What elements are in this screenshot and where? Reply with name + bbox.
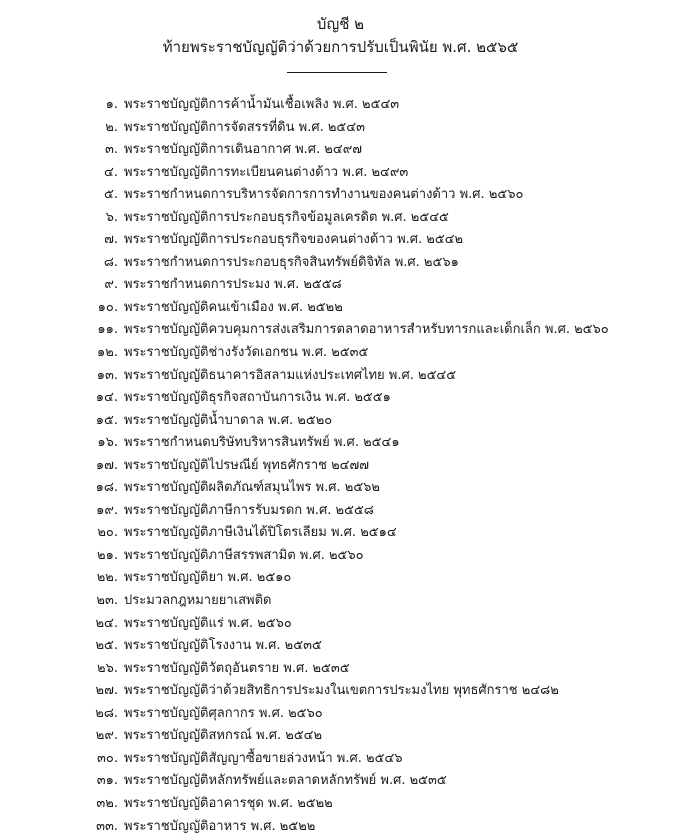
list-item: [0, 365, 681, 388]
list-item-title: พระราชบัญญัติการค้าน้ำมันเชื้อเพลิง พ.ศ. ๒๕๔๓: [124, 94, 399, 117]
list-item: [0, 522, 681, 545]
list-item-number: ๑๔.: [96, 387, 118, 410]
list-item-title: พระราชบัญญัติสหกรณ์ พ.ศ. ๒๕๔๒: [124, 725, 322, 748]
list-item: [0, 410, 681, 433]
list-item-number: ๒๓.: [96, 590, 118, 613]
list-item-title: พระราชบัญญัติภาษีการรับมรดก พ.ศ. ๒๕๕๘: [124, 500, 374, 523]
list-item-title: ประมวลกฎหมายยาเสพติด: [124, 590, 271, 613]
page-title: บัญชี ๒: [0, 14, 681, 34]
list-item-number: ๒๔.: [95, 613, 118, 636]
list-item-title: พระราชบัญญัติยา พ.ศ. ๒๕๑๐: [124, 567, 291, 590]
list-item-title: พระราชบัญญัติคนเข้าเมือง พ.ศ. ๒๕๒๒: [124, 297, 343, 320]
list-item-number: ๒๒.: [97, 567, 118, 590]
list-item: [0, 635, 681, 658]
list-item-number: ๖.: [106, 207, 118, 230]
list-item-number: ๒๘.: [95, 703, 118, 726]
list-item-title: พระราชบัญญัติโรงงาน พ.ศ. ๒๕๓๕: [124, 635, 322, 658]
list-item: [0, 770, 681, 793]
list-item-title: พระราชบัญญัติภาษีเงินได้ปิโตรเลียม พ.ศ. ๒๕๑๔: [124, 522, 397, 545]
list-item: [0, 387, 681, 410]
list-item-title: พระราชบัญญัติอาคารชุด พ.ศ. ๒๕๒๒: [124, 793, 333, 816]
list-item: [0, 545, 681, 568]
list-item-number: ๑๙.: [96, 500, 118, 523]
list-item: [0, 117, 681, 140]
list-item: [0, 725, 681, 748]
page-subtitle: ท้ายพระราชบัญญัติว่าด้วยการปรับเป็นพินัย พ.ศ. ๒๕๖๕: [0, 37, 681, 57]
list-item: [0, 94, 681, 117]
list-item: [0, 432, 681, 455]
list-item: [0, 477, 681, 500]
list-item: [0, 703, 681, 726]
law-list: [0, 94, 681, 838]
list-item: [0, 658, 681, 681]
list-item-number: ๒๗.: [96, 680, 118, 703]
list-item-title: พระราชบัญญัติการจัดสรรที่ดิน พ.ศ. ๒๕๔๓: [124, 117, 365, 140]
list-item-title: พระราชบัญญัติผลิตภัณฑ์สมุนไพร พ.ศ. ๒๕๖๒: [124, 477, 380, 500]
list-item-title: พระราชกำหนดการประกอบธุรกิจสินทรัพย์ดิจิทัล พ.ศ. ๒๕๖๑: [124, 252, 459, 275]
list-item: [0, 816, 681, 838]
list-item: [0, 590, 681, 613]
list-item-number: ๒๖.: [97, 658, 118, 681]
list-item: [0, 162, 681, 185]
list-item-title: พระราชบัญญัติศุลกากร พ.ศ. ๒๕๖๐: [124, 703, 323, 726]
list-item-number: ๑๒.: [97, 342, 118, 365]
list-item: [0, 319, 681, 342]
list-item-title: พระราชบัญญัติธุรกิจสถาบันการเงิน พ.ศ. ๒๕๕๑: [124, 387, 391, 410]
list-item-number: ๕.: [104, 184, 118, 207]
list-item-title: พระราชบัญญัติการทะเบียนคนต่างด้าว พ.ศ. ๒๔๙๓: [124, 162, 408, 185]
list-item-number: ๑๑.: [97, 319, 118, 342]
list-item: [0, 567, 681, 590]
list-item-title: พระราชบัญญัติน้ำบาดาล พ.ศ. ๒๕๒๐: [124, 410, 332, 433]
list-item-number: ๓๑.: [97, 770, 118, 793]
list-item-number: ๑๖.: [97, 432, 118, 455]
list-item: [0, 229, 681, 252]
list-item-title: พระราชบัญญัติไปรษณีย์ พุทธศักราช ๒๔๗๗: [124, 455, 369, 478]
list-item-number: ๓๓.: [96, 816, 118, 838]
list-item-title: พระราชบัญญัติการประกอบธุรกิจของคนต่างด้าว พ.ศ. ๒๕๔๒: [124, 229, 463, 252]
list-item-number: ๓๐.: [97, 748, 118, 771]
list-item-number: ๒๑.: [97, 545, 118, 568]
list-item-title: พระราชบัญญัติการเดินอากาศ พ.ศ. ๒๔๙๗: [124, 139, 362, 162]
list-item-number: ๒๙.: [96, 725, 118, 748]
list-item-title: พระราชบัญญัติหลักทรัพย์และตลาดหลักทรัพย์ พ.ศ. ๒๕๓๕: [124, 770, 447, 793]
list-item: [0, 748, 681, 771]
list-item-number: ๓.: [105, 139, 118, 162]
list-item-number: ๑.: [106, 94, 118, 117]
list-item: [0, 455, 681, 478]
list-item-title: พระราชบัญญัติธนาคารอิสลามแห่งประเทศไทย พ.ศ. ๒๕๔๕: [124, 365, 456, 388]
list-item: [0, 500, 681, 523]
list-item-title: พระราชบัญญัติการประกอบธุรกิจข้อมูลเครดิต พ.ศ. ๒๕๔๕: [124, 207, 449, 230]
list-item-title: พระราชกำหนดการประมง พ.ศ. ๒๕๕๘: [124, 274, 342, 297]
list-item-title: พระราชกำหนดการบริหารจัดการการทำงานของคนต่างด้าว พ.ศ. ๒๕๖๐: [124, 184, 523, 207]
list-item-number: ๗.: [104, 229, 118, 252]
list-item-title: พระราชบัญญัติช่างรังวัดเอกชน พ.ศ. ๒๕๓๕: [124, 342, 368, 365]
list-item: [0, 613, 681, 636]
list-item-title: พระราชบัญญัติควบคุมการส่งเสริมการตลาดอาหารสำหรับทารกและเด็กเล็ก พ.ศ. ๒๕๖๐: [124, 319, 609, 342]
list-item-title: พระราชบัญญัติว่าด้วยสิทธิการประมงในเขตการประมงไทย พุทธศักราช ๒๔๘๒: [124, 680, 559, 703]
list-item-number: ๒๕.: [95, 635, 118, 658]
list-item: [0, 139, 681, 162]
header-divider: [287, 72, 387, 73]
list-item-number: ๑๘.: [96, 477, 118, 500]
list-item-number: ๙.: [104, 274, 118, 297]
list-item: [0, 252, 681, 275]
list-item-title: พระราชบัญญัติวัตถุอันตราย พ.ศ. ๒๕๓๕: [124, 658, 350, 681]
list-item: [0, 342, 681, 365]
list-item-number: ๘.: [104, 252, 118, 275]
list-item-number: ๔.: [104, 162, 118, 185]
list-item-title: พระราชกำหนดบริษัทบริหารสินทรัพย์ พ.ศ. ๒๕๔๑: [124, 432, 400, 455]
list-item: [0, 297, 681, 320]
list-item: [0, 793, 681, 816]
list-item-number: ๑๓.: [97, 365, 118, 388]
list-item-number: ๑๕.: [96, 410, 118, 433]
list-item-number: ๑๗.: [96, 455, 118, 478]
list-item-title: พระราชบัญญัติภาษีสรรพสามิต พ.ศ. ๒๕๖๐: [124, 545, 364, 568]
list-item-number: ๒๐.: [97, 522, 118, 545]
list-item: [0, 207, 681, 230]
list-item-title: พระราชบัญญัติสัญญาซื้อขายล่วงหน้า พ.ศ. ๒๕๔๖: [124, 748, 403, 771]
list-item: [0, 274, 681, 297]
list-item-title: พระราชบัญญัติแร่ พ.ศ. ๒๕๖๐: [124, 613, 292, 636]
list-item-number: ๑๐.: [98, 297, 118, 320]
list-item-title: พระราชบัญญัติอาหาร พ.ศ. ๒๕๒๒: [124, 816, 315, 838]
list-item-number: ๓๒.: [96, 793, 118, 816]
list-item-number: ๒.: [105, 117, 118, 140]
list-item: [0, 680, 681, 703]
list-item: [0, 184, 681, 207]
